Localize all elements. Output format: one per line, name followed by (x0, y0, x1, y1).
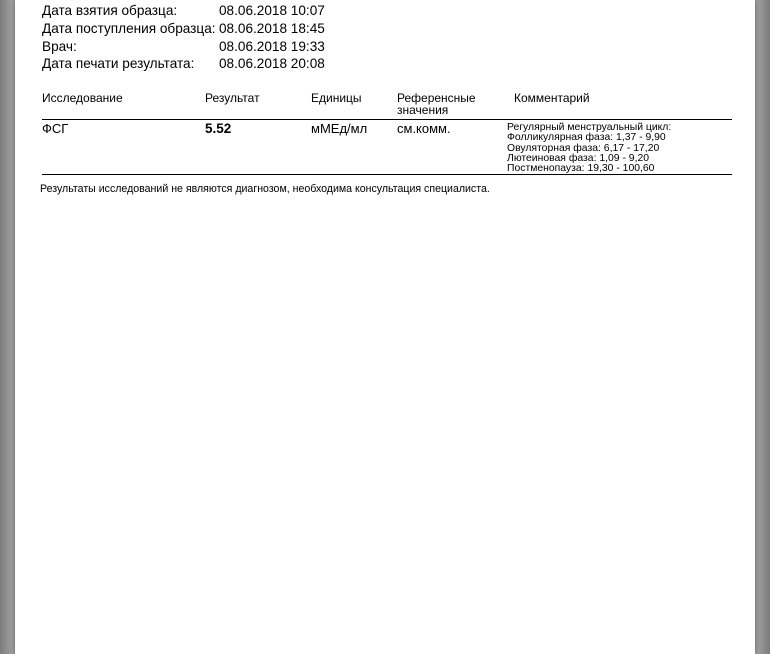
print-date-value: 08.06.2018 20:08 (219, 56, 325, 72)
cell-units: мМЕд/мл (311, 121, 368, 136)
cell-reference: см.комм. (397, 121, 451, 136)
comment-line: Овуляторная фаза: 6,17 - 17,20 (507, 142, 660, 154)
document-page (15, 0, 755, 654)
column-header-study: Исследование (42, 91, 123, 105)
sample-date-label: Дата взятия образца: (42, 3, 178, 18)
column-header-result: Результат (205, 91, 260, 105)
comment-line: Регулярный менструальный цикл: (507, 122, 672, 133)
comment-line: Фолликулярная фаза: 1,37 - 9,90 (507, 132, 666, 144)
cell-study: ФСГ (42, 121, 69, 136)
receipt-date-label: Дата поступления образца: (42, 20, 216, 36)
print-date-label: Дата печати результата: (42, 56, 195, 72)
disclaimer-note: Результаты исследований не являются диагнозом, необходима консультация специалиста. (40, 183, 490, 195)
column-header-reference: Референсные значения (397, 91, 476, 117)
comment-line: Лютеиновая фаза: 1,09 - 9,20 (507, 152, 650, 164)
column-header-comment: Комментарий (514, 91, 590, 105)
table-bottom-rule (42, 174, 732, 175)
receipt-date-value: 08.06.2018 18:45 (219, 20, 325, 36)
column-header-units: Единицы (311, 91, 362, 105)
sample-date-value: 08.06.2018 10:07 (219, 3, 325, 18)
cell-result: 5.52 (205, 121, 232, 136)
table-top-rule (42, 119, 732, 120)
comment-line: Постменопауза: 19,30 - 100,60 (507, 163, 655, 175)
cell-comment (507, 123, 671, 174)
doctor-label: Врач: (42, 38, 77, 54)
doctor-value: 08.06.2018 19:33 (219, 38, 325, 54)
